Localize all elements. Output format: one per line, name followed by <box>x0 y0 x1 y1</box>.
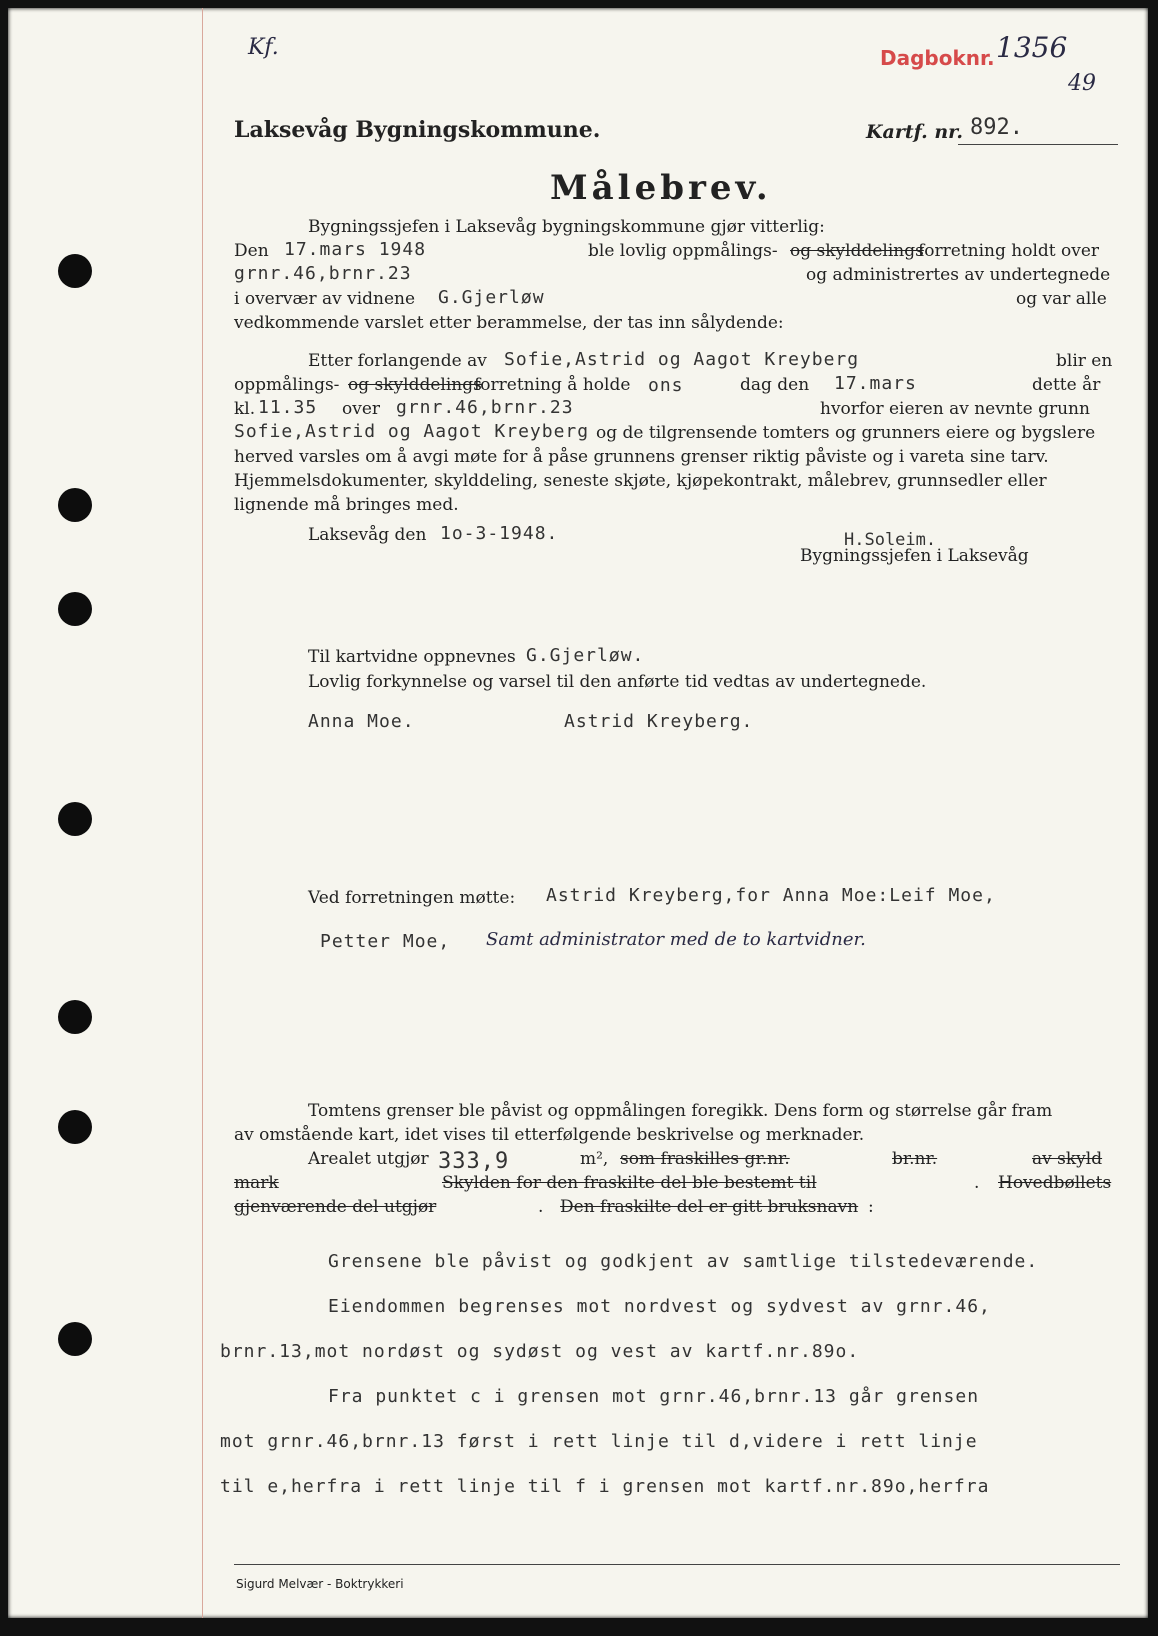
intro-line-2-b: ble lovlig oppmålings- <box>588 241 778 261</box>
result-line-1: Tomtens grenser ble påvist og oppmålingen foregikk. Dens form og størrelse går fram <box>308 1101 1053 1121</box>
owners: Sofie,Astrid og Aagot Kreyberg <box>234 421 590 442</box>
result-strike-7: gjenværende del utgjør <box>234 1197 437 1217</box>
area-value: 333,9 <box>438 1149 510 1174</box>
intro-line-2-c: forretning holdt over <box>918 241 1100 261</box>
notice-place: Laksevåg den <box>308 525 427 545</box>
signature-name: H.Soleim. <box>844 530 937 550</box>
result-strike-8: Den fraskilte del er gitt bruksnavn <box>560 1197 859 1217</box>
intro-line-3-b: og administrertes av undertegnede <box>806 265 1111 285</box>
weekday: ons <box>648 375 684 396</box>
punch-hole <box>58 592 92 626</box>
notice-line-7: lignende må bringes med. <box>234 495 459 515</box>
printer-credit: Sigurd Melvær - Boktrykkeri <box>236 1577 404 1591</box>
notice-line-3-d: hvorfor eieren av nevnte grunn <box>820 399 1090 419</box>
meeting-date: 17.mars 1948 <box>284 239 427 260</box>
witness-name: G.Gjerløw <box>438 287 545 308</box>
dagbok-year: 49 <box>1068 71 1096 96</box>
notice-line-2-c: dag den <box>740 375 810 395</box>
notice-time: 11.35 <box>258 397 318 418</box>
attendance-label: Ved forretningen møtte: <box>308 888 516 908</box>
notice-issue-date: 1o-3-1948. <box>440 523 559 544</box>
area-unit: m², <box>580 1149 609 1169</box>
punch-hole <box>58 488 92 522</box>
attendance-handwritten: Samt administrator med de to kartvidner. <box>486 929 866 950</box>
notice-line-2-d: dette år <box>1032 375 1101 395</box>
punch-hole <box>58 1000 92 1034</box>
intro-line-2-a: Den <box>234 241 269 261</box>
kartf-value: 892. <box>970 115 1023 140</box>
intro-line-4-a: i overvær av vidnene <box>234 289 416 309</box>
witness-appointed: G.Gjerløw. <box>526 645 645 666</box>
margin-line <box>202 8 203 1618</box>
notice-line-3-b: over <box>342 399 381 419</box>
area-label: Arealet utgjør <box>308 1149 429 1169</box>
kartf-label: Kartf. nr. <box>866 121 964 143</box>
signature-astrid-kreyberg: Astrid Kreyberg. <box>564 711 754 732</box>
notice-line-5: herved varsles om å avgi møte for å påse grunnens grenser riktig påviste og i vareta sine tarv. <box>234 447 1049 467</box>
requesters: Sofie,Astrid og Aagot Kreyberg <box>504 349 860 370</box>
punch-hole <box>58 802 92 836</box>
result-strike-4: mark <box>234 1173 279 1193</box>
punch-hole <box>58 254 92 288</box>
result-strike-2: br.nr. <box>892 1149 938 1169</box>
notice-line-6: Hjemmelsdokumenter, skylddeling, seneste skjøte, kjøpekontrakt, målebrev, grunnsedler eller <box>234 471 1047 491</box>
intro-line-2-strike: og skylddelings <box>790 241 924 261</box>
footer-rule <box>234 1564 1120 1565</box>
punch-hole <box>58 1322 92 1356</box>
result-strike-5: Skylden for den fraskilte del ble bestemt til <box>442 1173 817 1193</box>
description-line-2: Eiendommen begrenses mot nordvest og sydvest av grnr.46, <box>328 1296 991 1317</box>
notice-line-1-c: blir en <box>1056 351 1113 371</box>
result-colon: : <box>868 1197 874 1217</box>
result-dot: . <box>974 1173 980 1193</box>
description-line-3: brnr.13,mot nordøst og sydøst og vest av kartf.nr.89o. <box>220 1341 860 1362</box>
description-line-5: mot grnr.46,brnr.13 først i rett linje til d,videre i rett linje <box>220 1431 978 1452</box>
intro-line-1: Bygningssjefen i Laksevåg bygningskommune gjør vitterlig: <box>308 217 825 237</box>
result-line-2: av omstående kart, idet vises til etterfølgende beskrivelse og merknader. <box>234 1125 865 1145</box>
notice-line-3-a: kl. <box>234 399 256 419</box>
notice-line-2-strike: og skylddelings <box>348 375 482 395</box>
signature-anna-moe: Anna Moe. <box>308 711 415 732</box>
kartf-underline <box>958 144 1118 145</box>
notice-line-1-a: Etter forlangende av <box>308 351 487 371</box>
property-id: grnr.46,brnr.23 <box>234 263 412 284</box>
description-line-1: Grensene ble påvist og godkjent av samtlige tilstedeværende. <box>328 1251 1039 1272</box>
intro-line-4-c: og var alle <box>1016 289 1107 309</box>
intro-line-5: vedkommende varslet etter berammelse, der tas inn sålydende: <box>234 313 784 333</box>
document-page <box>8 8 1148 1618</box>
dagbok-label: Dagboknr. <box>880 46 995 70</box>
result-strike-1: som fraskilles gr.nr. <box>620 1149 790 1169</box>
punch-hole <box>58 1110 92 1144</box>
witness-line-2: Lovlig forkynnelse og varsel til den anførte tid vedtas av undertegnede. <box>308 672 927 692</box>
attendance-line-2: Petter Moe, <box>320 931 451 952</box>
result-dot-2: . <box>538 1197 544 1217</box>
signature-title: Bygningssjefen i Laksevåg <box>800 546 1029 566</box>
notice-line-2-b: forretning å holde <box>474 375 631 395</box>
description-line-4: Fra punktet c i grensen mot grnr.46,brnr.13 går grensen <box>328 1386 980 1407</box>
attendance-line-1: Astrid Kreyberg,for Anna Moe:Leif Moe, <box>546 885 996 906</box>
notice-line-2-a: oppmålings- <box>234 375 340 395</box>
witness-line-1-a: Til kartvidne oppnevnes <box>308 647 516 667</box>
description-line-6: til e,herfra i rett linje til f i grensen mot kartf.nr.89o,herfra <box>220 1476 990 1497</box>
result-strike-3: av skyld <box>1032 1149 1103 1169</box>
dagbok-number: 1356 <box>996 31 1068 64</box>
notice-property: grnr.46,brnr.23 <box>396 397 574 418</box>
result-strike-6: Hovedbøllets <box>998 1173 1112 1193</box>
document-title: Målebrev. <box>550 168 772 208</box>
notice-date: 17.mars <box>834 373 917 394</box>
notice-line-4-b: og de tilgrensende tomters og grunners eiere og bygslere <box>596 423 1096 443</box>
kommune-heading: Laksevåg Bygningskommune. <box>234 117 601 143</box>
top-mark: Kf. <box>248 35 279 60</box>
